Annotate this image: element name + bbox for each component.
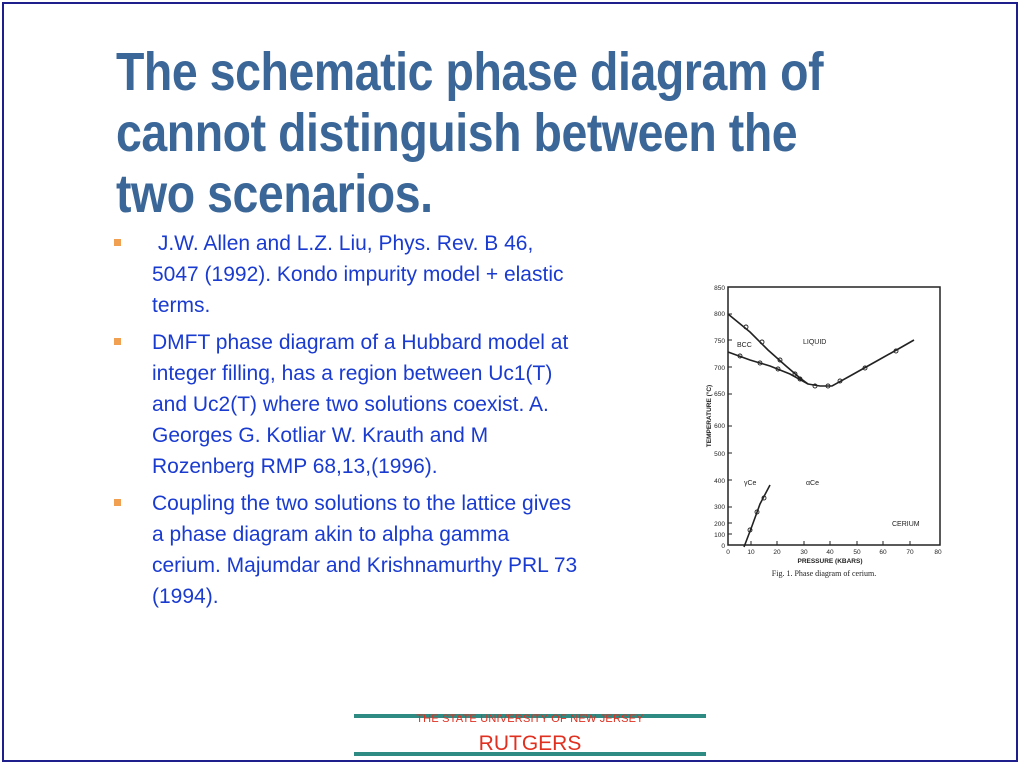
y-tick-label: 0 xyxy=(721,543,725,550)
square-bullet-icon xyxy=(114,499,121,506)
x-tick-label: 40 xyxy=(826,549,834,556)
bullet-item xyxy=(112,488,582,612)
y-tick-label: 500 xyxy=(714,451,725,458)
y-tick-label: 650 xyxy=(714,391,725,398)
x-tick-label: 30 xyxy=(800,549,808,556)
x-tick-label: 50 xyxy=(853,549,861,556)
y-tick-label: 200 xyxy=(714,521,725,528)
x-tick-label: 80 xyxy=(934,549,942,556)
y-tick-label: 850 xyxy=(714,285,725,292)
bullet-list xyxy=(112,228,582,618)
x-tick-label: 20 xyxy=(773,549,781,556)
melting-curve-line xyxy=(728,340,914,386)
title-line: The schematic phase diagram of xyxy=(116,42,824,102)
bcc-label: BCC xyxy=(737,342,752,349)
title-line: cannot distinguish between the xyxy=(116,103,798,163)
gamma-ce-label: γCe xyxy=(744,480,757,487)
y-tick-label: 800 xyxy=(714,311,725,318)
y-axis-label: TEMPERATURE (°C) xyxy=(706,384,713,448)
bullet-text: J.W. Allen and L.Z. Liu, Phys. Rev. B 46, 5047 (1992). Kondo impurity model + elastic terms. xyxy=(152,232,570,317)
alpha-ce-label: αCe xyxy=(806,480,819,487)
y-tick-label: 700 xyxy=(714,365,725,372)
y-tick-label: 300 xyxy=(714,504,725,511)
y-tick-label: 400 xyxy=(714,478,725,485)
title-line: two scenarios. xyxy=(116,164,433,224)
x-tick-label: 10 xyxy=(747,549,755,556)
bcc-gamma-boundary-line xyxy=(728,314,808,384)
bullet-item xyxy=(112,327,582,482)
university-tagline: THE STATE UNIVERSITY OF NEW JERSEY xyxy=(416,713,644,725)
slide-title xyxy=(116,42,873,225)
y-tick-label: 750 xyxy=(714,338,725,345)
x-tick-label: 0 xyxy=(726,549,730,556)
square-bullet-icon xyxy=(114,239,121,246)
x-axis-label: PRESSURE (KBARS) xyxy=(797,558,863,565)
x-tick-label: 70 xyxy=(906,549,914,556)
bullet-text: Coupling the two solutions to the lattice gives a phase diagram akin to alpha gamma cerium. Majumdar and Krishnamurthy PRL 73 (1994). xyxy=(152,492,578,608)
cerium-phase-diagram xyxy=(700,276,950,586)
y-tick-label: 100 xyxy=(714,532,725,539)
cerium-label: CERIUM xyxy=(892,521,920,528)
liquid-label: LIQUID xyxy=(803,339,827,346)
figure-caption: Fig. 1. Phase diagram of cerium. xyxy=(771,569,877,578)
x-tick-label: 60 xyxy=(879,549,887,556)
gamma-alpha-boundary-line xyxy=(744,485,770,547)
rutgers-logo-text: RUTGERS xyxy=(478,732,582,755)
y-tick-label: 600 xyxy=(714,423,725,430)
bullet-item xyxy=(112,228,582,321)
square-bullet-icon xyxy=(114,338,121,345)
bullet-text: DMFT phase diagram of a Hubbard model at integer filling, has a region between Uc1(T) and Uc2(T) where two solutions coexist. A. Georges G. Kotliar W. Krauth and M Rozenberg RMP 68,13,(1996). xyxy=(152,331,569,478)
